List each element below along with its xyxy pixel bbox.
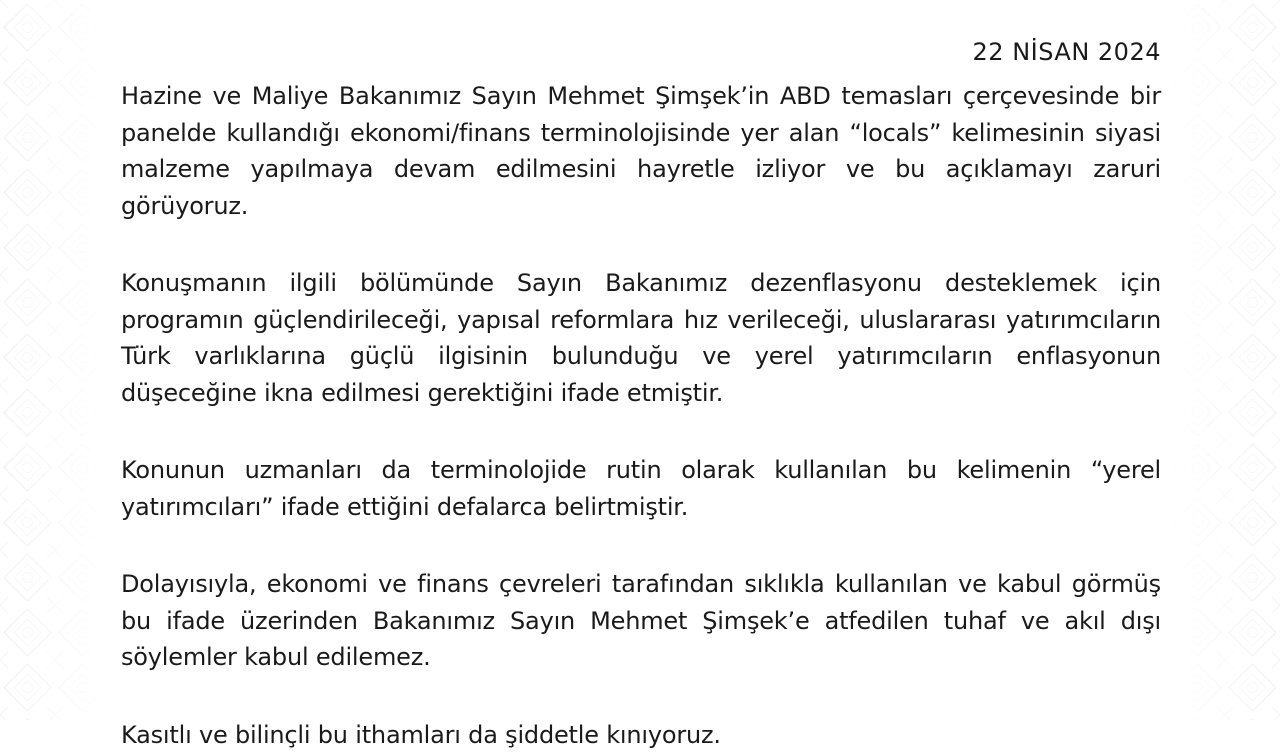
decorative-pattern-right: [1170, 0, 1280, 720]
paragraph-spacer: [121, 224, 1161, 265]
statement-date: 22 NİSAN 2024: [121, 34, 1161, 78]
paragraph-3: Konunun uzmanları da terminolojide rutin olarak kullanılan bu kelimenin “yerel yatırımcıları” ifade ettiğini defalarca belirtmiştir.: [121, 452, 1161, 525]
statement-body: [121, 34, 1161, 753]
paragraph-4: Dolayısıyla, ekonomi ve finans çevreleri tarafından sıklıkla kullanılan ve kabul görmüş bu ifade üzerinden Bakanımız Sayın Mehmet Şimşek’e atfedilen tuhaf ve akıl dışı söylemler kabul edilemez.: [121, 566, 1161, 676]
decorative-pattern-left: [0, 0, 110, 720]
paragraph-2: Konuşmanın ilgili bölümünde Sayın Bakanımız dezenflasyonu desteklemek için programın güçlendirileceği, yapısal reformlara hız verileceği, uluslararası yatırımcıların Türk varlıklarına güçlü ilgisinin bulunduğu ve yerel yatırımcıların enflasyonun düşeceğine ikna edilmesi gerektiğini ifade etmiştir.: [121, 265, 1161, 411]
paragraph-spacer: [121, 411, 1161, 452]
paragraph-1: Hazine ve Maliye Bakanımız Sayın Mehmet Şimşek’in ABD temasları çerçevesinde bir panelde kullandığı ekonomi/finans terminolojisinde yer alan “locals” kelimesinin siyasi malzeme yapılmaya devam edilmesini hayretle izliyor ve bu açıklamayı zaruri görüyoruz.: [121, 78, 1161, 224]
paragraph-spacer: [121, 525, 1161, 566]
paragraph-5: Kasıtlı ve bilinçli bu ithamları da şiddetle kınıyoruz.: [121, 717, 1161, 753]
paragraph-spacer: [121, 676, 1161, 717]
